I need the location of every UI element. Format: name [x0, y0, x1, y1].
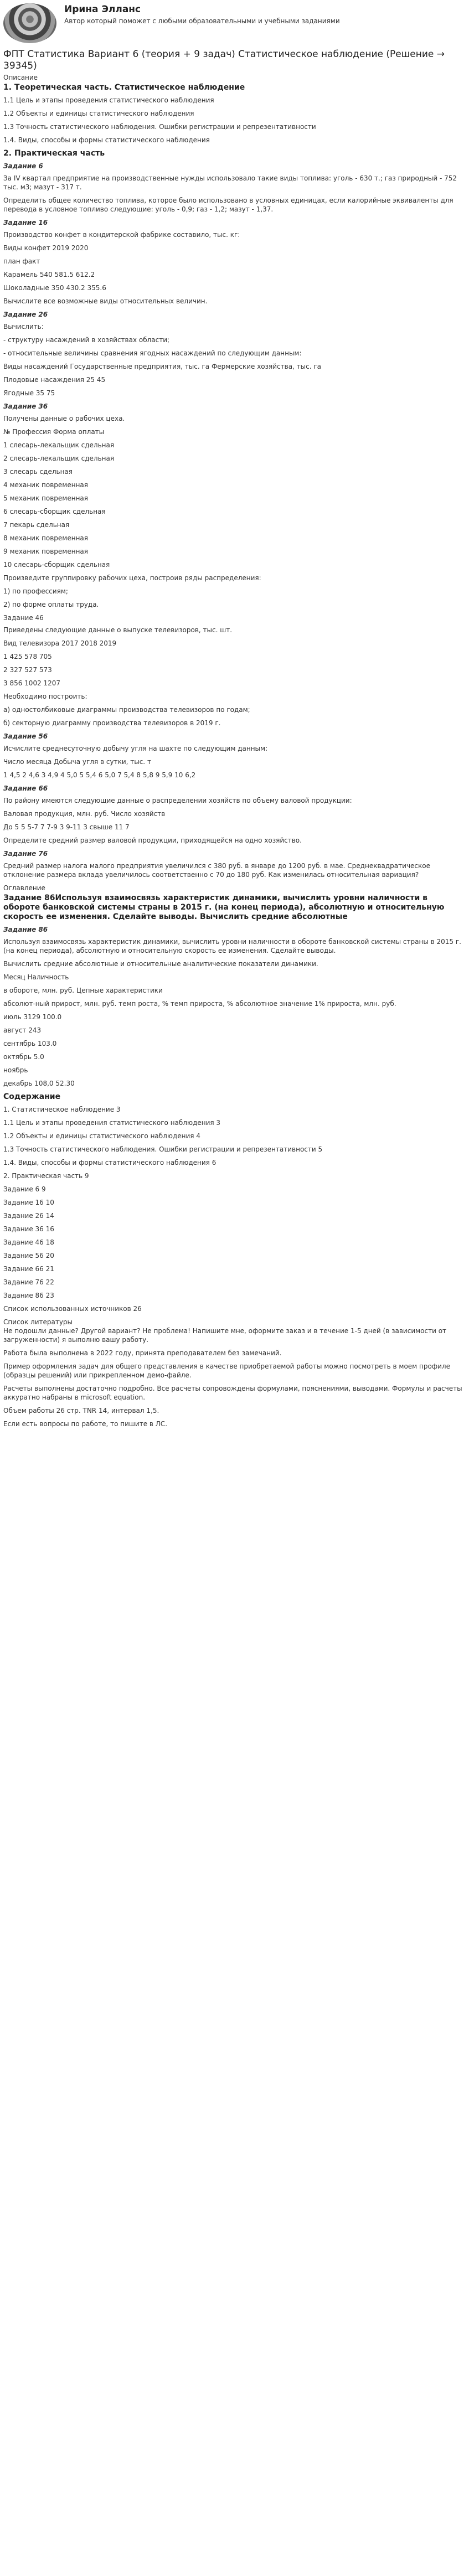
document-title: ФПТ Статистика Вариант 6 (теория + 9 задач) Статистическое наблюдение (Решение → 39345) [3, 49, 445, 71]
task-66-line: По району имеются следующие данные о распределении хозяйств по объему валовой продукции: [3, 797, 352, 804]
task-46-line: 3 856 1002 1207 [3, 679, 61, 687]
task-26-line: - относительные величины сравнения ягодных насаждений по следующим данным: [3, 349, 302, 357]
task-36-line: Произведите группировку рабочих цеха, построив ряды распределения: [3, 574, 261, 582]
task-76-line: Средний размер налога малого предприятия увеличился с 380 руб. в январе до 1200 руб. в мае. Среднеквадратическое отклонение размера вклада увеличилось соответственно с 70 до 180 руб. Как изменилась относительная вариация? [3, 862, 430, 879]
task-66-line: До 5 5 5-7 7 7-9 3 9-11 3 свыше 11 7 [3, 823, 130, 831]
author-description: Автор который поможет с любыми образовательными и учебными заданиями [64, 17, 340, 25]
task-36-line: 1) по профессиям; [3, 587, 68, 595]
contents-item: Задание 6 9 [3, 1185, 46, 1193]
task-16-line: Производство конфет в кондитерской фабрике составило, тыс. кг: [3, 231, 240, 239]
task-46-line: 2 327 527 573 [3, 666, 52, 674]
footer-paragraph: Расчеты выполнены достаточно подробно. Все расчеты сопровождены формулами, пояснениями, выводами. Формулы и расчеты аккуратно набраны в microsoft equation. [3, 1385, 462, 1401]
task-86-title: Задание 86 [3, 926, 48, 933]
theory-item: 1.3 Точность статистического наблюдения. Ошибки регистрации и репрезентативности [3, 123, 316, 131]
task-46-line: б) секторную диаграмму производства телевизоров в 2019 г. [3, 719, 221, 727]
task-56-title: Задание 56 [3, 732, 48, 740]
contents-item: Задание 56 20 [3, 1252, 54, 1259]
contents-item: Задание 16 10 [3, 1199, 54, 1206]
task-16-line: Карамель 540 581.5 612.2 [3, 271, 95, 278]
task-36-line: 10 слесарь-сборщик сдельная [3, 561, 110, 569]
contents-item: Задание 26 14 [3, 1212, 54, 1220]
task-26-line: Ягодные 35 75 [3, 389, 55, 397]
references-label: Список литературы [3, 1318, 73, 1326]
contents-item: Задание 46 18 [3, 1238, 54, 1246]
description-label: Описание [3, 74, 38, 81]
task-16-line: Вычислите все возможные виды относительных величин. [3, 297, 208, 305]
theory-item: 1.1 Цель и этапы проведения статистического наблюдения [3, 96, 214, 104]
author-info [64, 3, 340, 25]
task-86-line: июль 3129 100.0 [3, 1013, 62, 1021]
task-46-line: Вид телевизора 2017 2018 2019 [3, 639, 117, 647]
contents-item: Задание 86 23 [3, 1292, 54, 1299]
task-36-line: 4 механик повременная [3, 481, 89, 489]
task-36-line: 6 слесарь-сборщик сдельная [3, 508, 106, 515]
task-26-line: Виды насаждений Государственные предприятия, тыс. га Фермерские хозяйства, тыс. га [3, 363, 322, 370]
task-16-line: Виды конфет 2019 2020 [3, 244, 89, 252]
contents-item: Задание 66 21 [3, 1265, 54, 1273]
task-66-title: Задание 66 [3, 784, 48, 792]
task-36-line: № Профессия Форма оплаты [3, 428, 105, 436]
footer-paragraph: Объем работы 26 стр. TNR 14, интервал 1,5. [3, 1407, 159, 1415]
footer-paragraph: Пример оформления задач для общего представления в качестве приобретаемой работы можно посмотреть в моем профиле (образцы решений) или прикрепленном демо-файле. [3, 1362, 450, 1379]
task-86-line: сентябрь 103.0 [3, 1040, 57, 1047]
contents-item: 1.3 Точность статистического наблюдения. Ошибки регистрации и репрезентативности 5 [3, 1145, 323, 1153]
task-36-line: 2) по форме оплаты труда. [3, 601, 99, 608]
task-56-line: 1 4,5 2 4,6 3 4,9 4 5,0 5 5,4 6 5,0 7 5,4 8 5,8 9 5,9 10 6,2 [3, 771, 196, 779]
contents-item: 1.2 Объекты и единицы статистического наблюдения 4 [3, 1132, 200, 1140]
contents-item: Задание 36 16 [3, 1225, 54, 1233]
task-46-line: Необходимо построить: [3, 693, 87, 700]
contents-heading: Содержание [3, 1092, 61, 1101]
task-36-line: 9 механик повременная [3, 548, 89, 555]
theory-item: 1.4. Виды, способы и формы статистического наблюдения [3, 136, 210, 144]
task-36-line: 7 пекарь сдельная [3, 521, 70, 529]
task-46-line: а) одностолбиковые диаграммы производства телевизоров по годам; [3, 706, 250, 714]
task-16-title: Задание 16 [3, 219, 48, 226]
task-36-line: 2 слесарь-лекальщик сдельная [3, 455, 115, 462]
task-36-line: 3 слесарь сдельная [3, 468, 73, 476]
task-26-title: Задание 26 [3, 311, 48, 318]
task-56-line: Исчислите среднесуточную добычу угля на шахте по следующим данным: [3, 745, 268, 752]
task-46-title: Задание 46 [3, 614, 44, 622]
task-26-line: - структуру насаждений в хозяйствах области; [3, 336, 170, 344]
author-block[interactable] [3, 3, 466, 43]
contents-item: 1.4. Виды, способы и формы статистического наблюдения 6 [3, 1159, 217, 1166]
contents-item: 2. Практическая часть 9 [3, 1172, 89, 1180]
contents-item: 1.1 Цель и этапы проведения статистического наблюдения 3 [3, 1119, 221, 1127]
task-6-title: Задание 6 [3, 162, 43, 170]
overview-label: Оглавление [3, 884, 45, 892]
section-practice-heading: 2. Практическая часть [3, 149, 105, 158]
task-6-text: За IV квартал предприятие на производственные нужды использовало такие виды топлива: уголь - 630 т.; газ природный - 752 тыс. м3; мазут - 317 т. [3, 174, 457, 191]
task-86-line: Месяц Наличность [3, 973, 69, 981]
task-86-line: абсолют-ный прирост, млн. руб. темп роста, % темп прироста, % абсолютное значение 1% прироста, млн. руб. [3, 1000, 396, 1008]
task-36-line: 8 механик повременная [3, 534, 89, 542]
task-56-line: Число месяца Добыча угля в сутки, тыс. т [3, 758, 151, 766]
task-36-line: 1 слесарь-лекальщик сдельная [3, 441, 115, 449]
task-26-line: Вычислить: [3, 323, 44, 331]
task-86-line: август 243 [3, 1026, 42, 1034]
contents-item: 1. Статистическое наблюдение 3 [3, 1106, 121, 1113]
footer-paragraph: Если есть вопросы по работе, то пишите в ЛС. [3, 1420, 168, 1428]
task-6-text: Определить общее количество топлива, которое было использовано в условных единицах, если калорийные эквиваленты для перевода в условное топливо следующие: уголь - 0,9; газ - 1,2; мазут - 1,37. [3, 197, 453, 213]
task-46-line: Приведены следующие данные о выпуске телевизоров, тыс. шт. [3, 626, 233, 634]
task-16-line: план факт [3, 257, 40, 265]
task-86-line: октябрь 5.0 [3, 1053, 44, 1061]
footer-paragraph: Не подошли данные? Другой вариант? Не проблема! Напишите мне, оформите заказ и в течение 1-5 дней (в зависимости от загруженности) я выполню вашу работу. [3, 1327, 447, 1344]
contents-item: Список использованных источников 26 [3, 1305, 142, 1313]
task-36-line: Получены данные о рабочих цеха. [3, 415, 125, 422]
task-86-line: Вычислить средние абсолютные и относительные аналитические показатели динамики. [3, 960, 318, 968]
task-66-line: Валовая продукция, млн. руб. Число хозяйств [3, 810, 166, 818]
author-name[interactable]: Ирина Элланс [64, 4, 141, 15]
task-26-line: Плодовые насаждения 25 45 [3, 376, 106, 384]
task-86-heading: Задание 86Используя взаимосвязь характеристик динамики, вычислить уровни наличности в обороте банковской системы страны в 2015 г. (на конец периода), абсолютную и относительную скорость ее изменения. Сделайте выводы. Вычислить средние абсолютные [3, 894, 445, 921]
section-theory-heading: 1. Теоретическая часть. Статистическое наблюдение [3, 83, 245, 92]
task-36-title: Задание 36 [3, 402, 48, 410]
task-36-line: 5 механик повременная [3, 494, 89, 502]
task-86-line: ноябрь [3, 1066, 28, 1074]
task-76-title: Задание 76 [3, 850, 48, 858]
theory-item: 1.2 Объекты и единицы статистического наблюдения [3, 110, 194, 117]
task-16-line: Шоколадные 350 430.2 355.6 [3, 284, 106, 292]
task-46-line: 1 425 578 705 [3, 653, 52, 660]
contents-item: Задание 76 22 [3, 1278, 54, 1286]
footer-paragraph: Работа была выполнена в 2022 году, принята преподавателем без замечаний. [3, 1349, 282, 1357]
task-66-line: Определите средний размер валовой продукции, приходящейся на одно хозяйство. [3, 837, 302, 844]
task-86-line: Используя взаимосвязь характеристик динамики, вычислить уровни наличности в обороте банковской системы страны в 2015 г. (на конец периода), абсолютную и относительную скорость ее изменения. Сделайте выводы. [3, 938, 461, 954]
author-avatar[interactable] [3, 3, 56, 43]
task-86-line: в обороте, млн. руб. Цепные характеристики [3, 987, 163, 994]
task-86-line: декабрь 108,0 52.30 [3, 1080, 75, 1087]
